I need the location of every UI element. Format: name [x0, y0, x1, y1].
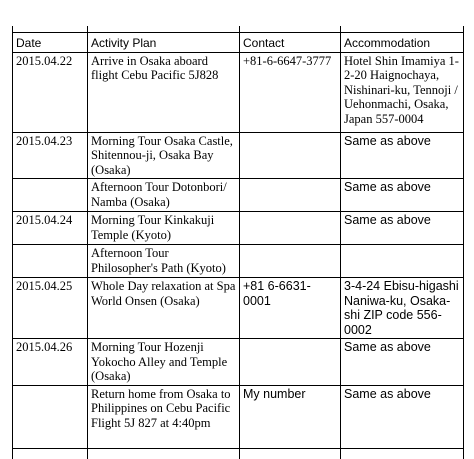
activity-cell: Return home from Osaka to Philippines on Cebu Pacific Flight 5J 827 at 4:40pm — [88, 385, 240, 448]
accommodation-cell: Same as above — [341, 385, 464, 448]
header-accommodation: Accommodation — [341, 33, 464, 53]
header-activity: Activity Plan — [88, 33, 240, 53]
date-cell: 2015.04.23 — [13, 132, 88, 179]
contact-cell — [240, 179, 341, 212]
itinerary-table — [12, 26, 464, 459]
table-row — [13, 385, 464, 448]
table-row — [13, 179, 464, 212]
contact-cell: +81-6-6647-3777 — [240, 52, 341, 132]
accommodation-cell: Same as above — [341, 132, 464, 179]
table-row — [13, 52, 464, 132]
contact-cell — [240, 212, 341, 245]
accommodation-cell: Same as above — [341, 339, 464, 386]
activity-cell: Whole Day relaxation at Spa World Onsen (Osaka) — [88, 278, 240, 339]
activity-cell: Morning Tour Hozenji Yokocho Alley and Temple (Osaka) — [88, 339, 240, 386]
activity-cell: Morning Tour Osaka Castle, Shitennou-ji, Osaka Bay (Osaka) — [88, 132, 240, 179]
table-bottom-edge — [13, 448, 464, 459]
date-cell: 2015.04.26 — [13, 339, 88, 386]
activity-cell: Afternoon Tour Philosopher's Path (Kyoto) — [88, 245, 240, 278]
contact-cell — [240, 339, 341, 386]
accommodation-cell: 3-4-24 Ebisu-higashi Naniwa-ku, Osaka-shi ZIP code 556-0002 — [341, 278, 464, 339]
contact-cell: +81 6-6631-0001 — [240, 278, 341, 339]
date-cell: 2015.04.22 — [13, 52, 88, 132]
date-cell: 2015.04.24 — [13, 212, 88, 245]
activity-cell: Morning Tour Kinkakuji Temple (Kyoto) — [88, 212, 240, 245]
table-row — [13, 212, 464, 245]
header-date: Date — [13, 33, 88, 53]
activity-cell: Arrive in Osaka aboard flight Cebu Pacific 5J828 — [88, 52, 240, 132]
date-cell — [13, 385, 88, 448]
date-cell: 2015.04.25 — [13, 278, 88, 339]
date-cell — [13, 179, 88, 212]
accommodation-cell: Hotel Shin Imamiya 1-2-20 Haignochaya, Nishinari-ku, Tennoji / Uehonmachi, Osaka, Japan 557-0004 — [341, 52, 464, 132]
header-contact: Contact — [240, 33, 341, 53]
activity-cell: Afternoon Tour Dotonbori/ Namba (Osaka) — [88, 179, 240, 212]
table-row — [13, 339, 464, 386]
accommodation-cell — [341, 245, 464, 278]
accommodation-cell: Same as above — [341, 212, 464, 245]
accommodation-cell: Same as above — [341, 179, 464, 212]
contact-cell — [240, 132, 341, 179]
contact-cell — [240, 245, 341, 278]
table-row — [13, 132, 464, 179]
header-row — [13, 33, 464, 53]
table-row — [13, 278, 464, 339]
date-cell — [13, 245, 88, 278]
table-row — [13, 245, 464, 278]
contact-cell: My number — [240, 385, 341, 448]
